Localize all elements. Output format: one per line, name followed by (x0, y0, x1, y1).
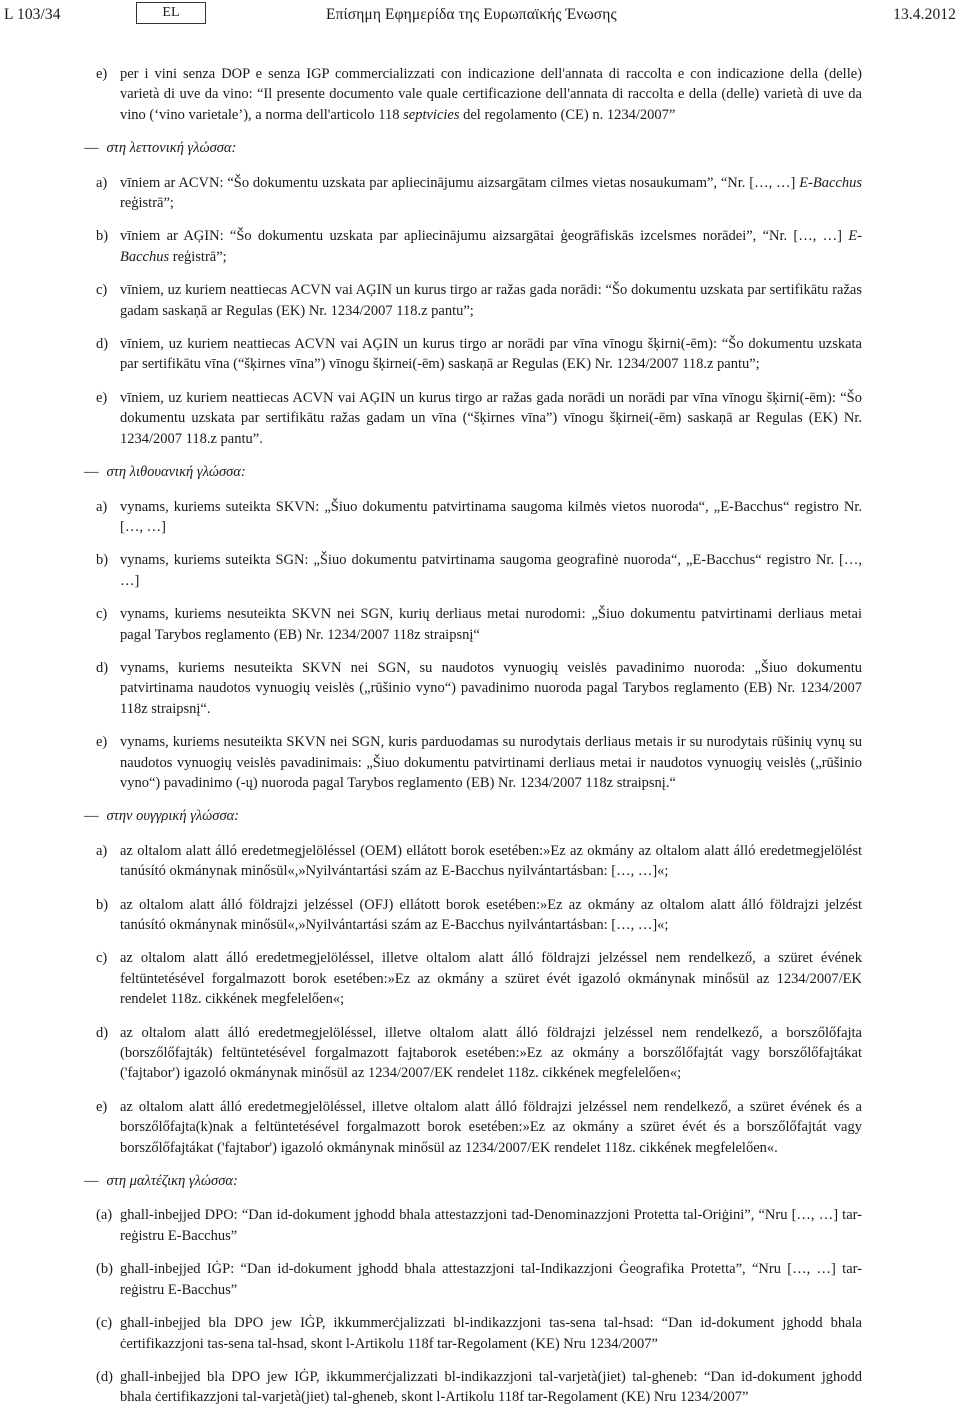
heading-dash: — (84, 464, 99, 481)
journal-title: Επίσημη Εφημερίδα της Ευρωπαϊκής Ένωσης (326, 6, 617, 23)
page-reference: L 103/34 (4, 6, 61, 23)
item-text: vīniem, uz kuriem neattiecas ACVN vai AĢIN un kurus tirgo ar norādi par vīna vīnogu šķirni(-ēm): “Šo dokumentu uzskata par sertifikātu vīna (“šķirnes vīna”) vīnogu šķirnei(-ēm) saskaņā ar Regulas (EK) Nr. 1234/2007 118.z pantu”; (120, 336, 862, 373)
item-label: b) (96, 896, 109, 913)
item-text: vynams, kuriems suteikta SGN: „Šiuo dokumentu patvirtinama saugoma geografinė nuoroda“, „E-Bacchus“ registro Nr. […, …] (120, 552, 862, 589)
heading-dash: — (84, 808, 99, 825)
item-text: az oltalom alatt álló eredetmegjelöléssel, illetve oltalom alatt álló földrajzi jelzéssel nem rendelkező, a szüret évének feltüntetésével forgalmazott borok esetében:»Ez az okmány a szüret évét igazoló okmánynak minősül az 1234/2007/EK rendelet 118z. cikkének megfelelően«; (120, 950, 862, 1008)
item-text: vīniem ar ACVN: “Šo dokumentu uzskata par apliecinājumu aizsargātam cilmes vietas nosaukumam”, “Nr. […, …] (120, 174, 800, 191)
list-item (94, 895, 862, 936)
section-heading-lithuanian (84, 462, 862, 482)
list-item (94, 1367, 862, 1408)
item-label: a) (96, 842, 108, 859)
item-text: az oltalom alatt álló földrajzi jelzéssel (OFJ) ellátott borok esetében:»Ez az okmány az oltalom alatt álló földrajzi jelzést tanúsító okmánynak minősül«,»Nyilvántartási szám az E-Bacchus nyilvántartásban: […, …]«; (120, 896, 862, 933)
item-text: per i vini senza DOP e senza IGP commercializzati con indicazione dell'annata di raccolta e con indicazione della (delle) varietà di uve da vino: “Il presente documento vale quale certificazione dell'annata di raccolta e della (delle) varietà di uve da vino (‘vino varietale’), a norma dell'articolo 118 (120, 66, 862, 123)
heading-text: στην ουγγρική γλώσσα: (106, 808, 240, 825)
item-label: (d) (96, 1368, 113, 1385)
item-label: e) (96, 66, 108, 82)
list-item (94, 388, 862, 449)
item-text: ghall-inbejjed DPO: “Dan id-dokument jghodd bhala attestazzjoni tad-Denominazzjoni Protetta tal-Oriġini”, “Nru […, …] tar-reġistru E-Bacchus” (120, 1207, 862, 1244)
item-label: d) (96, 1024, 109, 1041)
item-label: c) (96, 950, 108, 967)
document-body (84, 64, 862, 1421)
item-text: ghall-inbejjed bla DPO jew IĠP, ikkummerċjalizzati bl-indikazzjoni tal-varjetà(jiet) tal-gheneb: “Dan id-dokument jghodd bhala ċertifikazzjoni tal-varjetà(jiet) tal-gheneb, skont l-Artikolu 118f tar-Regolament (KE) Nru 1234/2007” (120, 1368, 862, 1406)
item-text: reģistrā”; (169, 248, 227, 265)
item-text: vynams, kuriems nesuteikta SKVN nei SGN, kurių derliaus metai nurodomi: „Šiuo dokumentu patvirtinami derliaus metai pagal Tarybos reglamento (EB) Nr. 1234/2007 118z straipsnį“ (120, 606, 862, 643)
list-item (94, 173, 862, 214)
item-text: az oltalom alatt álló eredetmegjelöléssel, illetve oltalom alatt álló földrajzi jelzéssel nem rendelkező, a szüret évének és a borszőlőfajta(k)nak a feltüntetésével forgalmazott borok esetében:»Ez az okmány a szüret évét és a borszőlőfajtát vagy borszőlőfajtákat ('fajtabor') igazoló okmánynak minősül az 1234/2007/EK rendelet 118z. cikkének megfelelően«. (120, 1098, 862, 1156)
list-item (94, 1259, 862, 1300)
item-text: az oltalom alatt álló eredetmegjelöléssel, illetve oltalom alatt álló földrajzi jelzéssel nem rendelkező, a borszőlőfajta (borszőlőfajták) feltüntetésével forgalmazott fajtaborok esetében:»Ez az okmány a borszőlőfajtát vagy borszőlőfajtákat ('fajtabor') igazoló okmánynak minősül az 1234/2007/EK rendelet 118z. cikkének megfelelően«; (120, 1024, 862, 1082)
heading-text: στη λεττονική γλώσσα: (106, 140, 237, 157)
list-item (94, 497, 862, 538)
list-item (94, 280, 862, 321)
item-text-italic: E-Bacchus (799, 174, 862, 191)
list-item (94, 948, 862, 1009)
page-header (0, 2, 960, 28)
item-label: c) (96, 606, 108, 623)
item-label: e) (96, 734, 108, 751)
list-item (94, 1097, 862, 1158)
list-item (94, 64, 862, 125)
item-label: d) (96, 336, 109, 353)
item-text-italic: E-Bacchus (120, 228, 862, 265)
list-item (94, 658, 862, 719)
list-item (94, 1205, 862, 1246)
item-label: (a) (96, 1207, 113, 1224)
list-item (94, 226, 862, 267)
item-text: vynams, kuriems nesuteikta SKVN nei SGN, kuris parduodamas su nurodytais derliaus metais ir su nurodytais rūšinių vynų su naudotos vynuogių veislės pavadinimais: „Šiuo dokumentu patvirtinami derliaus metai ir naudotos vynuogių veislės („rūšinio vyno“) pavadinimo (-ų) nuoroda pagal Tarybos reglamento (EB) Nr. 1234/2007 118z straipsnį.“ (120, 734, 862, 791)
item-label: (b) (96, 1261, 113, 1278)
item-label: a) (96, 174, 108, 191)
item-label: e) (96, 389, 108, 406)
heading-dash: — (84, 140, 99, 157)
item-text: del regolamento (CE) n. 1234/2007” (459, 106, 676, 123)
section-heading-hungarian (84, 806, 862, 826)
item-label: (c) (96, 1315, 113, 1332)
item-text: vīniem ar AĢIN: “Šo dokumentu uzskata par apliecinājumu aizsargātai ģeogrāfiskās izcelsmes norādei”, “Nr. […, …] (120, 228, 849, 245)
heading-text: στη μαλτέζικη γλώσσα: (106, 1173, 238, 1190)
item-text: vīniem, uz kuriem neattiecas ACVN vai AĢIN un kurus tirgo ar ražas gada norādi un norādi par vīna vīnogu šķirni(-ēm): “Šo dokumentu uzskata par sertifikātu ražas gadam un vīna (“šķirnes vīna”) vīnogu šķirnei(-ēm) saskaņā ar Regulas (EK) Nr. 1234/2007 118.z pantu”. (120, 389, 862, 447)
heading-text: στη λιθουανική γλώσσα: (106, 464, 246, 481)
list-item (94, 604, 862, 645)
item-text: az oltalom alatt álló eredetmegjelöléssel (OEM) ellátott borok esetében:»Ez az okmány az oltalom alatt álló eredetmegjelölést tanúsító okmánynak minősül«,»Nyilvántartási szám az E-Bacchus nyilvántartásban: […, …]«; (120, 842, 862, 880)
item-label: e) (96, 1098, 108, 1115)
section-heading-latvian (84, 138, 862, 158)
item-label: a) (96, 498, 108, 515)
heading-dash: — (84, 1173, 99, 1190)
list-item (94, 1313, 862, 1354)
item-label: b) (96, 228, 109, 245)
item-text: ghall-inbejjed bla DPO jew IĠP, ikkummerċjalizzati bl-indikazzjoni tas-sena tal-hsad: “Dan id-dokument jghodd bhala ċertifikazzjoni tas-sena tal-hsad, skont l-Artikolu 118f tar-Regolament (KE) Nru 1234/2007” (120, 1315, 862, 1352)
item-text: ghall-inbejjed IĠP: “Dan id-dokument jghodd bhala attestazzjoni tal-Indikazzjoni Ġeografika Protetta”, “Nru […, …] tar-reġistru E-Bacchus” (120, 1261, 862, 1298)
section-heading-maltese (84, 1171, 862, 1191)
list-item (94, 550, 862, 591)
list-item (94, 732, 862, 793)
language-code-box: EL (136, 2, 206, 24)
item-text-italic: septvicies (403, 106, 460, 123)
item-text: vīniem, uz kuriem neattiecas ACVN vai AĢIN un kurus tirgo ar ražas gada norādi: “Šo dokumentu uzskata par sertifikātu ražas gadam saskaņā ar Regulas (EK) Nr. 1234/2007 118.z pantu”; (120, 282, 862, 319)
item-text: vynams, kuriems suteikta SKVN: „Šiuo dokumentu patvirtinama saugoma kilmės vietos nuoroda“, „E-Bacchus“ registro Nr. […, …] (120, 498, 862, 535)
publication-date: 13.4.2012 (893, 6, 956, 23)
list-item (94, 1023, 862, 1084)
list-item (94, 334, 862, 375)
list-item (94, 841, 862, 882)
item-label: d) (96, 659, 109, 676)
item-label: c) (96, 282, 108, 299)
item-label: b) (96, 552, 109, 569)
item-text: vynams, kuriems nesuteikta SKVN nei SGN, su naudotos vynuogių veislės pavadinimo nuoroda: „Šiuo dokumentu patvirtinama naudotos vynuogių veislės („rūšinio vyno“) pavadinimo nuoroda pagal Tarybos reglamento (EB) Nr. 1234/2007 118z straipsnį“. (120, 659, 862, 717)
item-text: reģistrā”; (120, 195, 174, 212)
